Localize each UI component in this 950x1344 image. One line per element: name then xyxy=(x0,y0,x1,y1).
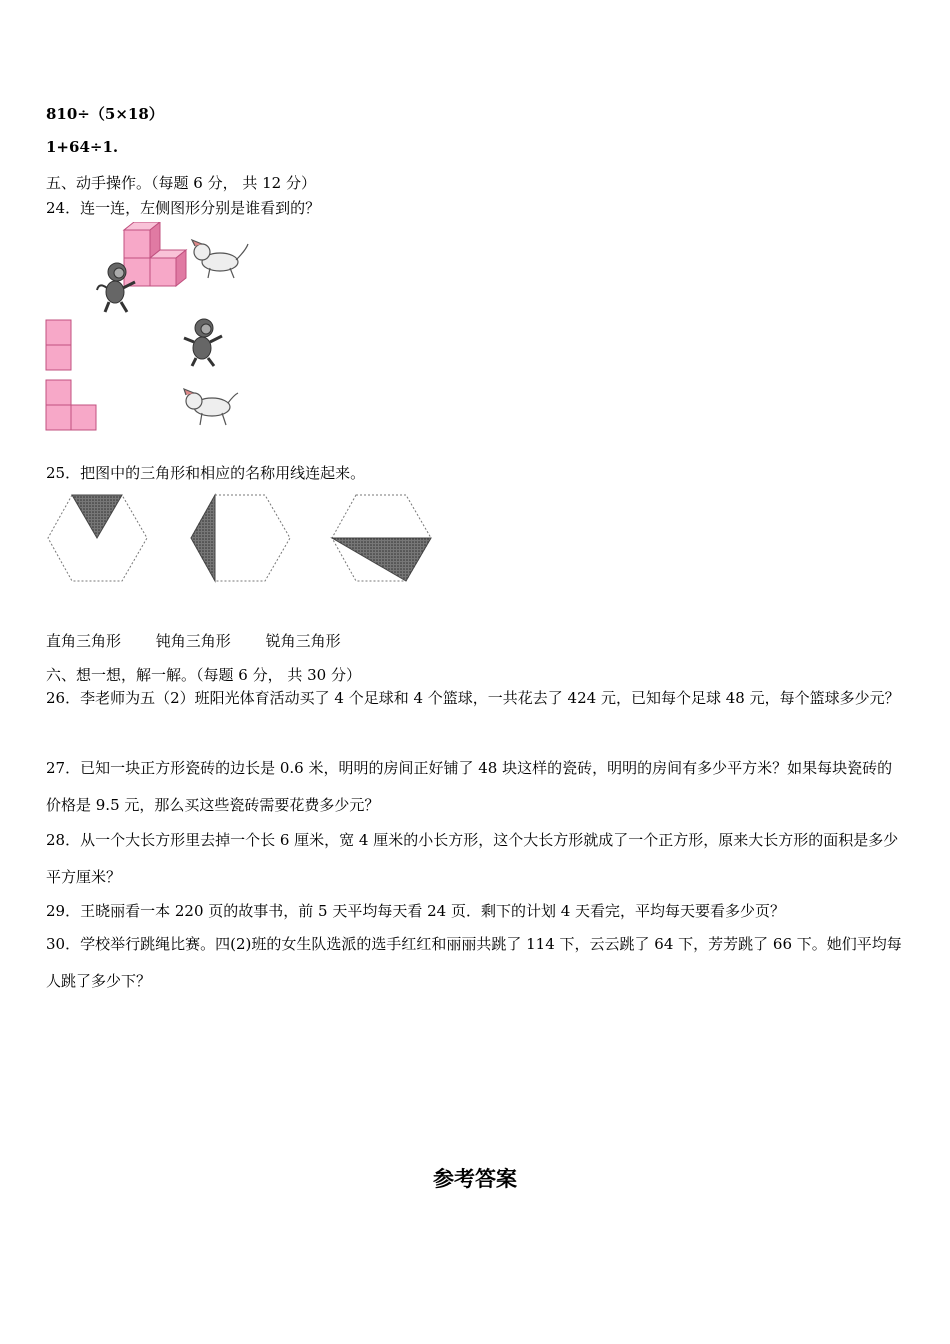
view-b-figure xyxy=(46,380,96,430)
question-29: 29．王晓丽看一本 220 页的故事书，前 5 天平均每天看 24 页．剩下的计划 4 天看完，平均每天要看多少页？ xyxy=(46,902,786,920)
question-28: 28．从一个大长方形里去掉一个长 6 厘米，宽 4 厘米的小长方形，这个大长方形就成了一个正方形，原来大长方形的面积是多少平方厘米？ xyxy=(46,831,899,886)
section5-heading: 五、动手操作。（每题 6 分， 共 12 分） xyxy=(46,174,316,192)
hexagon-3 xyxy=(332,495,431,581)
calc-line-2: 1+64÷1. xyxy=(46,138,119,156)
question-27: 27．已知一块正方形瓷砖的边长是 0.6 米，明明的房间正好铺了 48 块这样的瓷砖，明明的房间有多少平方米？如果每块瓷砖的价格是 9.5 元，那么买这些瓷砖需要花费多少元？ xyxy=(46,759,893,814)
hexagon-2 xyxy=(191,495,290,581)
section6-heading: 六、想一想，解一解。（每题 6 分， 共 30 分） xyxy=(46,666,361,684)
name-obtuse-triangle: 钝角三角形 xyxy=(155,632,231,650)
monkey-icon xyxy=(184,319,222,366)
dog-icon xyxy=(184,389,238,425)
question-24: 24．连一连，左侧图形分别是谁看到的？ xyxy=(46,199,321,217)
view-a-figure xyxy=(46,320,71,370)
q25-hexagons xyxy=(44,490,444,590)
calc-line-1: 810÷（5×18） xyxy=(46,105,164,123)
q24-figure xyxy=(40,222,260,437)
hexagon-1 xyxy=(48,495,147,581)
answers-title: 参考答案 xyxy=(433,1166,517,1191)
question-26: 26．李老师为五（2）班阳光体育活动买了 4 个足球和 4 个篮球，一共花去了 424 元，已知每个足球 48 元，每个篮球多少元？ xyxy=(46,689,900,707)
name-acute-triangle: 锐角三角形 xyxy=(265,632,341,650)
question-25: 25．把图中的三角形和相应的名称用线连起来。 xyxy=(46,464,366,482)
dog-icon xyxy=(192,240,248,278)
question-30: 30．学校举行跳绳比赛。四(2)班的女生队选派的选手红红和丽丽共跳了 114 下，云云跳了 64 下，芳芳跳了 66 下。她们平均每人跳了多少下？ xyxy=(46,935,902,990)
cube-stack xyxy=(124,222,186,286)
triangle-names xyxy=(46,630,371,651)
name-right-triangle: 直角三角形 xyxy=(46,632,122,650)
